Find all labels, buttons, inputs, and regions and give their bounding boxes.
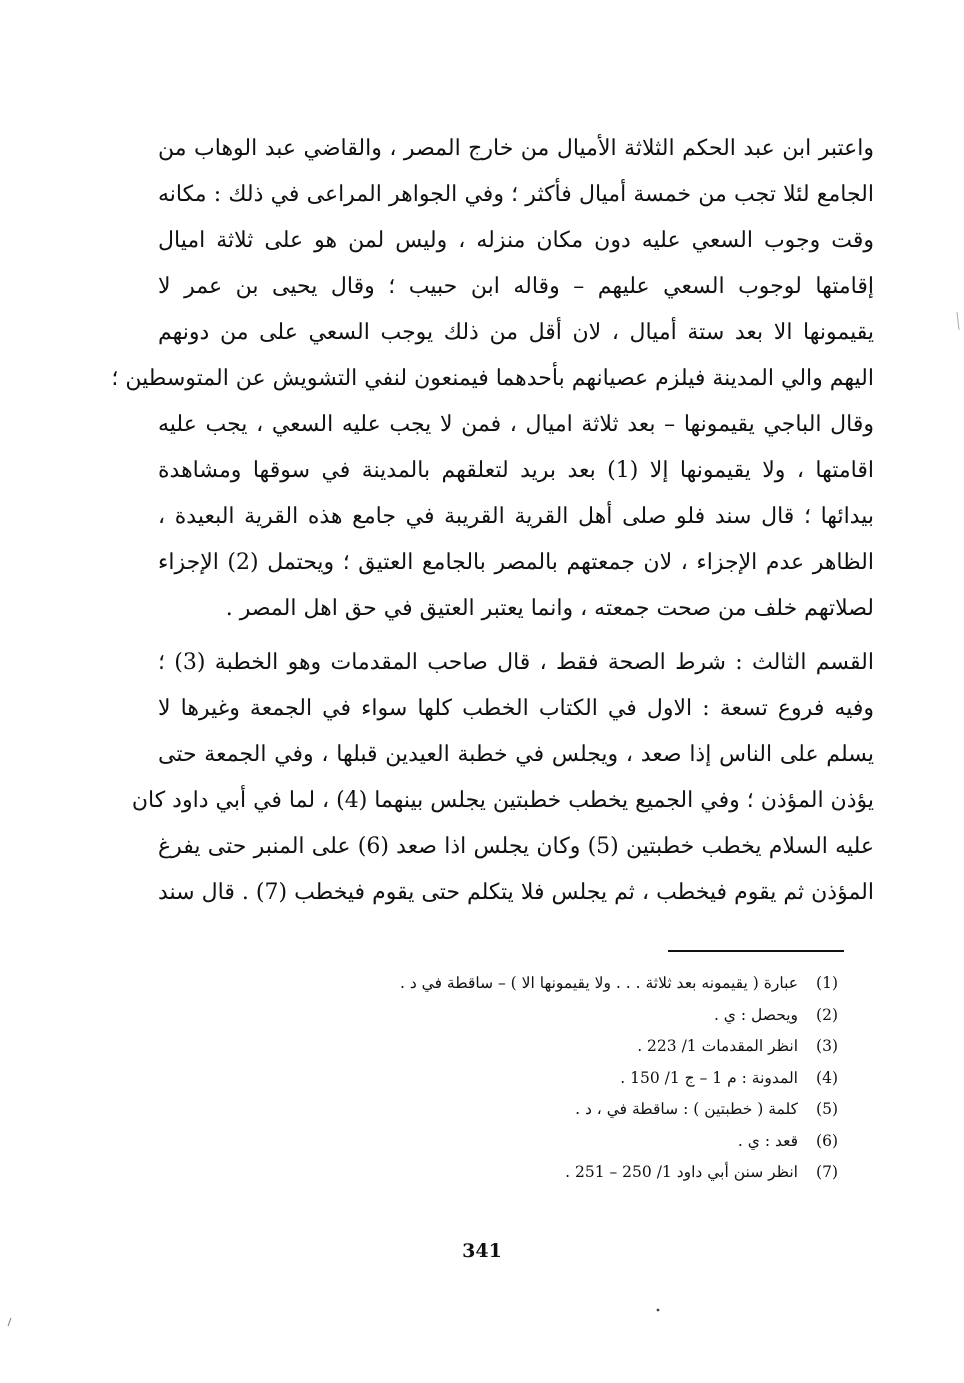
text-line: وقال الباجي يقيمونها – بعد ثلاثة اميال ، فمن لا يجب عليه السعي ، يجب عليه (158, 412, 874, 437)
page-number: 341 (462, 1240, 502, 1262)
footnote-text: المدونة : م 1 – ج 1/ 150 . (620, 1068, 798, 1087)
footnote-item (260, 1094, 838, 1126)
main-text (111, 126, 875, 916)
footnote-item (260, 1126, 838, 1158)
footnote-text: كلمة ( خطبتين ) : ساقطة في ، د . (575, 1100, 798, 1118)
footnote-number: (6) (816, 1131, 838, 1150)
scan-mark (957, 312, 959, 330)
paragraph-end-line: لصلاتهم خلف من صحت جمعته ، وانما يعتبر العتيق في حق اهل المصر . (225, 596, 874, 621)
text-line: إقامتها لوجوب السعي عليهم – وقاله ابن حبيب ؛ وقال يحيى بن عمر لا (158, 274, 874, 299)
text-line: اقامتها ، ولا يقيمونها إلا (1) بعد بريد لتعلقهم بالمدينة في سوقها ومشاهدة (158, 458, 874, 483)
text-line: بيدائها ؛ قال سند فلو صلى أهل القرية القريبة في جامع هذه القرية البعيدة ، (158, 504, 874, 529)
footnote-number: (5) (816, 1100, 838, 1118)
text-line: الظاهر عدم الإجزاء ، لان جمعتهم بالمصر بالجامع العتيق ؛ ويحتمل (2) الإجزاء (158, 550, 875, 575)
text-line: واعتبر ابن عبد الحكم الثلاثة الأميال من خارج المصر ، والقاضي عبد الوهاب من (158, 136, 874, 161)
footnote-number: (7) (816, 1163, 838, 1181)
footnote-separator (668, 950, 844, 952)
footnote-text: انظر سنن أبي داود 1/ 250 – 251 . (565, 1163, 798, 1181)
text-line: الجامع لئلا تجب من خمسة أميال فأكثر ؛ وفي الجواهر المراعى في ذلك : مكانه (158, 182, 874, 207)
footnote-number: (2) (816, 1005, 838, 1024)
footnote-item (260, 1000, 838, 1032)
text-line: يسلم على الناس إذا صعد ، ويجلس في خطبة العيدين قبلها ، وفي الجمعة حتى (158, 742, 874, 767)
footnote-item (260, 1031, 838, 1063)
text-line: يؤذن المؤذن ؛ وفي الجميع يخطب خطبتين يجلس بينهما (4) ، لما في أبي داود كان (131, 788, 874, 813)
section-heading-line: القسم الثالث : شرط الصحة فقط ، قال صاحب المقدمات وهو الخطبة (3) ؛ (158, 650, 874, 675)
footnote-text: ويحصل : ي . (713, 1005, 798, 1024)
footnote-number: (4) (816, 1068, 838, 1087)
footnote-number: (1) (816, 974, 838, 992)
footnote-item (260, 1063, 838, 1095)
footnote-text: انظر المقدمات 1/ 223 . (637, 1037, 798, 1055)
footnote-item (260, 968, 838, 1000)
text-line: اليهم والي المدينة فيلزم عصيانهم بأحدهما فيمنعون لنفي التشويش عن المتوسطين ؛ (111, 366, 874, 391)
text-line: وقت وجوب السعي عليه دون مكان منزله ، وليس لمن هو على ثلاثة اميال (158, 228, 874, 253)
footnote-number: (3) (816, 1037, 838, 1055)
scan-speck (657, 1309, 660, 1312)
footnotes (260, 968, 838, 1189)
footnote-text: عبارة ( يقيمونه بعد ثلاثة . . . ولا يقيمونها الا ) – ساقطة في د . (399, 974, 798, 992)
text-line: يقيمونها الا بعد ستة أميال ، لان أقل من ذلك يوجب السعي على من دونهم (158, 320, 874, 345)
scan-mark (8, 1318, 11, 1326)
footnote-item (260, 1157, 838, 1189)
footnote-text: قعد : ي . (737, 1131, 798, 1150)
text-line: وفيه فروع تسعة : الاول في الكتاب الخطب كلها سواء في الجمعة وغيرها لا (158, 696, 874, 721)
text-line: المؤذن ثم يقوم فيخطب ، ثم يجلس فلا يتكلم حتى يقوم فيخطب (7) . قال سند (158, 880, 874, 905)
text-line: عليه السلام يخطب خطبتين (5) وكان يجلس اذا صعد (6) على المنبر حتى يفرغ (158, 834, 874, 859)
